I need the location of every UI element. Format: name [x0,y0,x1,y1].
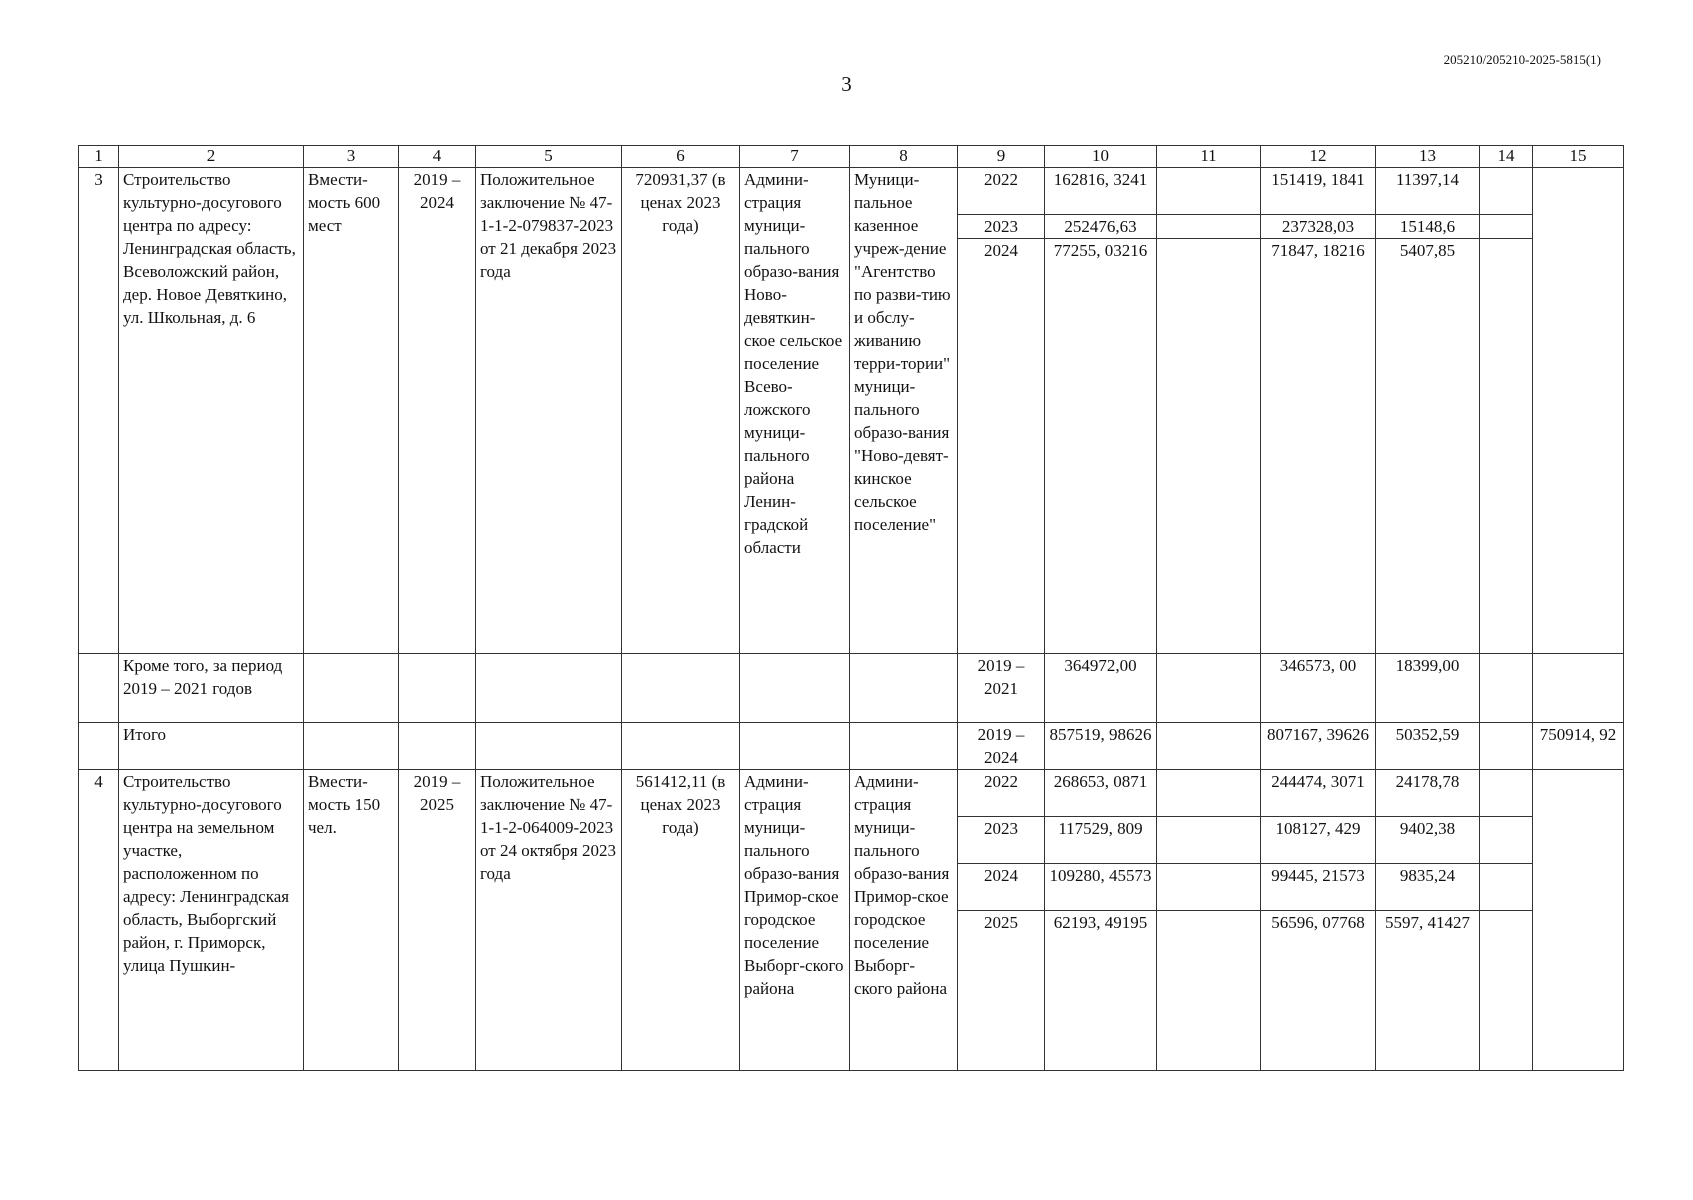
amount-col11 [1157,770,1261,817]
amount-col11 [1157,239,1261,654]
amount-regional: 244474, 3071 [1261,770,1376,817]
row-number: 4 [79,770,119,1071]
amount-col11 [1157,817,1261,864]
investment-table [78,145,1624,1071]
empty-cell [304,654,399,723]
empty-cell [850,654,958,723]
amount-col15 [1533,654,1624,723]
col-header: 11 [1157,146,1261,168]
amount-total: 62193, 49195 [1045,911,1157,1071]
amount-total: 77255, 03216 [1045,239,1157,654]
amount-local: 50352,59 [1376,723,1480,770]
amount-regional: 346573, 00 [1261,654,1376,723]
col-header: 5 [476,146,622,168]
empty-cell [740,723,850,770]
col-header: 7 [740,146,850,168]
table-row [79,654,1624,723]
amount-local: 11397,14 [1376,168,1480,215]
amount-col14 [1480,864,1533,911]
year: 2023 [958,215,1045,239]
col-header: 10 [1045,146,1157,168]
besides-label: Кроме того, за период 2019 – 2021 годов [119,654,304,723]
empty-cell [622,723,740,770]
column-numbers-row [79,146,1624,168]
amount-col14 [1480,911,1533,1071]
developer: Муници-пальное казенное учреж-дение "Агентство по разви-тию и обслу-живанию терри-тории" муници-пального образо-вания "Ново-девят-кинское сельское поселение" [850,168,958,654]
amount-total: 364972,00 [1045,654,1157,723]
year: 2023 [958,817,1045,864]
col-header: 9 [958,146,1045,168]
amount-total: 857519, 98626 [1045,723,1157,770]
amount-col14 [1480,168,1533,215]
table-row [79,723,1624,770]
period: 2019 – 2025 [399,770,476,1071]
amount-col14 [1480,215,1533,239]
empty-cell [476,654,622,723]
amount-col14 [1480,723,1533,770]
amount-col14 [1480,239,1533,654]
amount-col11 [1157,911,1261,1071]
object-name: Строительство культурно-досугового центра на земельном участке, расположенном по адресу: Ленинградская область, Выборгский район, г. Приморск, улица Пушкин- [119,770,304,1071]
estimated-cost: 561412,11 (в ценах 2023 года) [622,770,740,1071]
expert-conclusion: Положительное заключение № 47-1-1-2-079837-2023 от 21 декабря 2023 года [476,168,622,654]
amount-local: 24178,78 [1376,770,1480,817]
col-header: 6 [622,146,740,168]
empty-cell [304,723,399,770]
amount-local: 5597, 41427 [1376,911,1480,1071]
amount-local: 15148,6 [1376,215,1480,239]
developer: Админи-страция муници-пального образо-вания Примор-ское городское поселение Выборг-ского района [850,770,958,1071]
amount-regional: 99445, 21573 [1261,864,1376,911]
amount-total: 252476,63 [1045,215,1157,239]
amount-col11 [1157,864,1261,911]
empty-cell [399,654,476,723]
amount-col14 [1480,770,1533,817]
empty-cell [79,723,119,770]
col-header: 2 [119,146,304,168]
amount-total: 109280, 45573 [1045,864,1157,911]
estimated-cost: 720931,37 (в ценах 2023 года) [622,168,740,654]
amount-total: 162816, 3241 [1045,168,1157,215]
empty-cell [850,723,958,770]
empty-cell [622,654,740,723]
customer: Админи-страция муници-пального образо-вания Примор-ское городское поселение Выборг-ского района [740,770,850,1071]
amount-col11 [1157,168,1261,215]
amount-regional: 151419, 1841 [1261,168,1376,215]
col-header: 14 [1480,146,1533,168]
customer: Админи-страция муници-пального образо-вания Ново-девяткин-ское сельское поселение Всево-ложского муници-пального района Ленин-градской области [740,168,850,654]
table-row [79,770,1624,817]
year: 2022 [958,770,1045,817]
col-header: 13 [1376,146,1480,168]
amount-col11 [1157,723,1261,770]
capacity: Вмести-мость 150 чел. [304,770,399,1071]
col-header: 4 [399,146,476,168]
amount-local: 18399,00 [1376,654,1480,723]
col-header: 3 [304,146,399,168]
amount-col11 [1157,654,1261,723]
period: 2019 – 2024 [399,168,476,654]
amount-local: 5407,85 [1376,239,1480,654]
year: 2019 – 2021 [958,654,1045,723]
table-row [79,168,1624,215]
row-number: 3 [79,168,119,654]
empty-cell [476,723,622,770]
empty-cell [740,654,850,723]
amount-col14 [1480,654,1533,723]
amount-regional: 108127, 429 [1261,817,1376,864]
capacity: Вмести-мость 600 мест [304,168,399,654]
col-header: 1 [79,146,119,168]
amount-regional: 807167, 39626 [1261,723,1376,770]
year: 2024 [958,239,1045,654]
empty-cell [399,723,476,770]
col-header: 15 [1533,146,1624,168]
expert-conclusion: Положительное заключение № 47-1-1-2-064009-2023 от 24 октября 2023 года [476,770,622,1071]
year: 2019 – 2024 [958,723,1045,770]
total-label: Итого [119,723,304,770]
object-name: Строительство культурно-досугового центра по адресу: Ленинградская область, Всеволожский район, дер. Новое Девяткино, ул. Школьная, д. 6 [119,168,304,654]
amount-local: 9402,38 [1376,817,1480,864]
amount-regional: 237328,03 [1261,215,1376,239]
amount-col15 [1533,770,1624,1071]
year: 2022 [958,168,1045,215]
year: 2025 [958,911,1045,1071]
amount-col11 [1157,215,1261,239]
document-id: 205210/205210-2025-5815(1) [1443,52,1601,67]
col-header: 12 [1261,146,1376,168]
amount-local: 9835,24 [1376,864,1480,911]
amount-col15: 750914, 92 [1533,723,1624,770]
amount-regional: 71847, 18216 [1261,239,1376,654]
col-header: 8 [850,146,958,168]
amount-regional: 56596, 07768 [1261,911,1376,1071]
page-number: 3 [841,72,852,96]
amount-total: 117529, 809 [1045,817,1157,864]
amount-col15 [1533,168,1624,654]
year: 2024 [958,864,1045,911]
amount-col14 [1480,817,1533,864]
amount-total: 268653, 0871 [1045,770,1157,817]
empty-cell [79,654,119,723]
